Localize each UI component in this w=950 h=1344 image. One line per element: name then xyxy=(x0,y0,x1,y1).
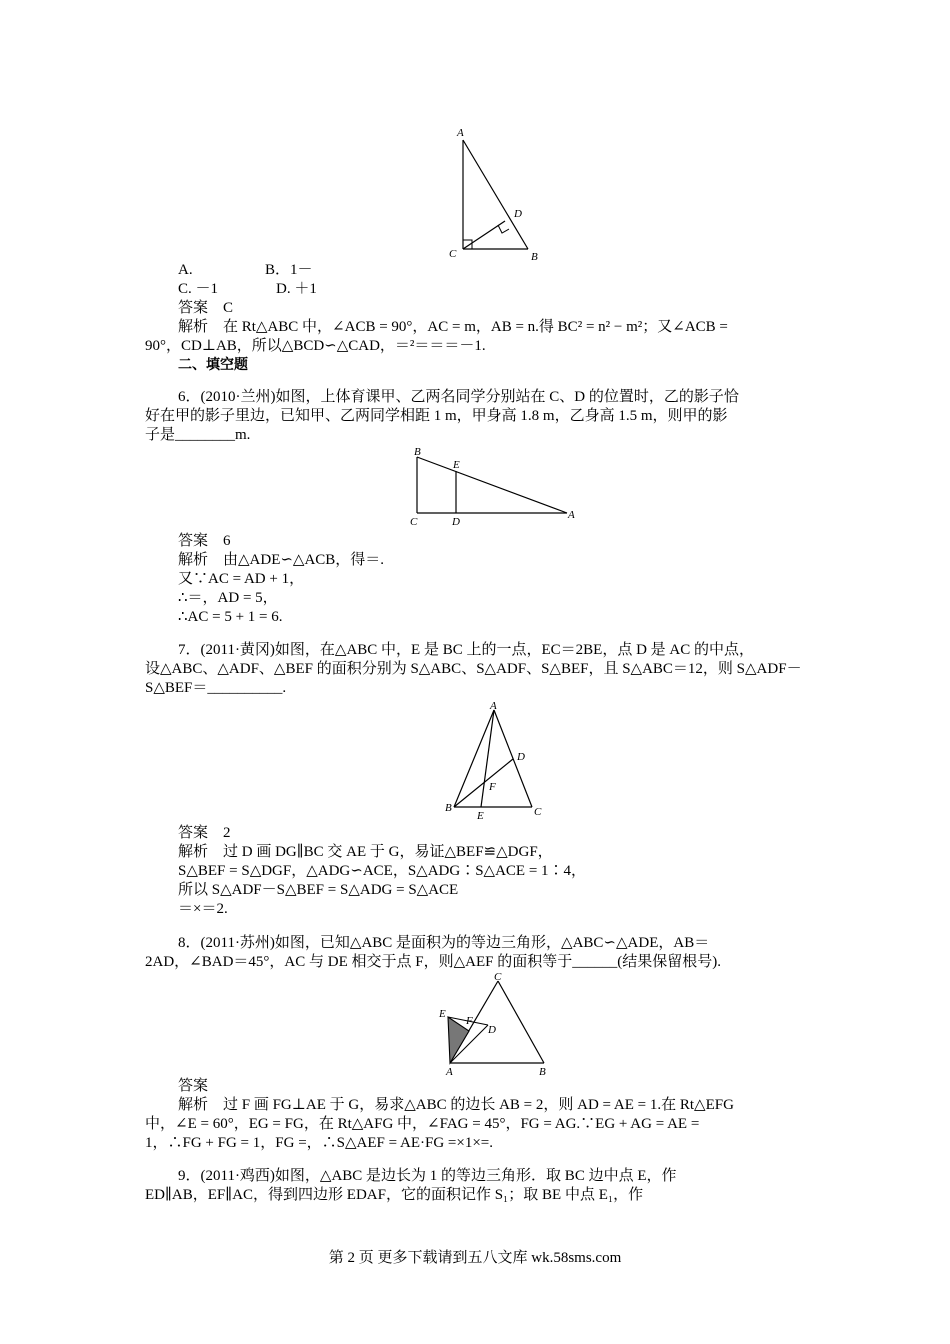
q6-text-line2: 好在甲的影子里边，已知甲、乙两同学相距 1 m，甲身高 1.8 m，乙身高 1.5 m，则甲的影 xyxy=(145,408,728,424)
page-footer: 第 2 页 更多下载请到五八文库 wk.58sms.com xyxy=(328,1250,622,1266)
q8-text-line2: 2AD，∠BAD＝45°，AC 与 DE 相交于点 F，则△AEF 的面积等于______(结果保留根号). xyxy=(145,954,721,970)
q6-label-a: A xyxy=(568,509,575,521)
q5-analysis-line1: 解析 在 Rt△ABC 中，∠ACB = 90°，AC = m，AB = n.得 BC² = n² − m²；又∠ACB = xyxy=(178,319,728,335)
q7-label-b: B xyxy=(445,802,452,814)
q8-label-b: B xyxy=(539,1066,546,1077)
q5-analysis-line2: 90°，CD⊥AB，所以△BCD∽△CAD，＝²＝＝＝－1. xyxy=(145,338,486,354)
q6-solution-line3: ∴＝，AD = 5， xyxy=(178,590,278,606)
section-title: 二、填空题 xyxy=(178,357,248,373)
q7-text-line2: 设△ABC、△ADF、△BEF 的面积分别为 S△ABC、S△ADF、S△BEF，且 S△ABC＝12，则 S△ADF－ xyxy=(145,661,802,677)
q5-answer: 答案 C xyxy=(178,300,234,316)
q8-label-d: D xyxy=(488,1024,496,1036)
q7-label-a: A xyxy=(490,700,497,712)
q5-option-b: B．1－ xyxy=(265,262,313,278)
q8-answer: 答案 xyxy=(178,1078,209,1094)
q5-option-c: C. －1 xyxy=(178,281,219,297)
q8-label-e: E xyxy=(439,1008,446,1020)
q8-solution-line3: 1，∴FG + FG = 1，FG =，∴S△AEF = AE·FG =×1×=. xyxy=(145,1135,494,1151)
q8-label-c: C xyxy=(494,971,502,983)
q8-solution-line1: 解析 过 F 画 FG⊥AE 于 G，易求△ABC 的边长 AB = 2，则 AD = AE = 1.在 Rt△EFG xyxy=(178,1097,734,1113)
q7-label-c: C xyxy=(534,806,542,818)
q5-option-a: A. xyxy=(178,262,193,278)
q6-solution-line4: ∴AC = 5 + 1 = 6. xyxy=(178,609,283,625)
q6-solution-line1: 解析 由△ADE∽△ACB，得＝. xyxy=(178,552,385,568)
q9-text-line1: 9．(2011·鸡西)如图，△ABC 是边长为 1 的等边三角形．取 BC 边中点 E，作 xyxy=(178,1168,677,1184)
q6-label-b: B xyxy=(414,446,421,458)
q8-label-a: A xyxy=(446,1066,453,1077)
q5-label-d: D xyxy=(514,208,522,220)
q6-label-d: D xyxy=(452,516,460,528)
q6-shadow-figure xyxy=(405,443,585,531)
q8-solution-line2: 中，∠E = 60°，EG = FG，在 Rt△AFG 中，∠FAG = 45°，FG = AG.∵EG + AG = AE = xyxy=(145,1116,700,1132)
q5-option-d: D. ＋1 xyxy=(276,281,317,297)
q7-solution-line3: 所以 S△ADF－S△BEF = S△ADG = S△ACE xyxy=(178,882,459,898)
q8-text-line1: 8．(2011·苏州)如图，已知△ABC 是面积为的等边三角形，△ABC∽△ADE，AB＝ xyxy=(178,935,710,951)
q7-label-e: E xyxy=(477,810,484,822)
q7-text-line1: 7．(2011·黄冈)如图，在△ABC 中，E 是 BC 上的一点，EC＝2BE，点 D 是 AC 的中点， xyxy=(178,642,754,658)
q8-triangle-figure xyxy=(436,969,556,1077)
q7-triangle-figure xyxy=(442,698,550,824)
q5-label-c: C xyxy=(449,248,457,260)
q7-answer: 答案 2 xyxy=(178,825,231,841)
q8-label-f: F xyxy=(466,1015,473,1027)
q7-solution-line1: 解析 过 D 画 DG∥BC 交 AE 于 G，易证△BEF≌△DGF， xyxy=(178,844,553,860)
q6-solution-line2: 又∵AC = AD + 1， xyxy=(178,571,305,587)
q6-text-line1: 6．(2010·兰州)如图，上体育课甲、乙两名同学分别站在 C、D 的位置时，乙的影子恰 xyxy=(178,389,739,405)
q7-label-f: F xyxy=(489,781,496,793)
q7-label-d: D xyxy=(517,751,525,763)
q6-answer: 答案 6 xyxy=(178,533,231,549)
q6-label-e: E xyxy=(453,459,460,471)
q7-solution-line4: ＝×＝2. xyxy=(178,901,228,917)
q9-text-line2: ED∥AB，EF∥AC，得到四边形 EDAF，它的面积记作 S₁；取 BE 中点 E₁，作 xyxy=(145,1187,644,1203)
q6-label-c: C xyxy=(410,516,418,528)
q5-triangle-figure xyxy=(445,122,545,262)
q5-label-a: A xyxy=(457,127,464,139)
q7-text-line3: S△BEF＝__________. xyxy=(145,680,287,696)
q5-label-b: B xyxy=(531,251,538,262)
q7-solution-line2: S△BEF = S△DGF，△ADG∽ACE，S△ADG∶S△ACE = 1∶4， xyxy=(178,863,587,879)
q6-text-line3: 子是________m. xyxy=(145,427,251,443)
